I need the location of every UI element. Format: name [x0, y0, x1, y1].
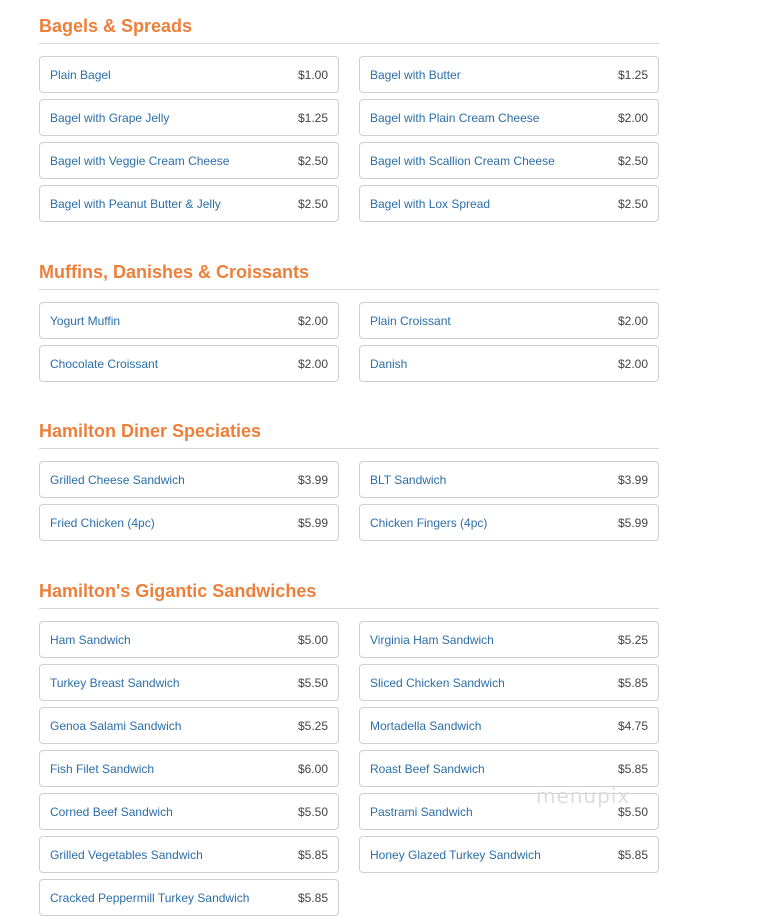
item-name: Chicken Fingers (4pc)	[370, 515, 488, 530]
menu-item[interactable]	[39, 142, 339, 179]
item-price: $5.99	[297, 515, 328, 530]
menu-item[interactable]	[359, 302, 659, 339]
menu-item[interactable]	[39, 99, 339, 136]
menu-item[interactable]	[39, 836, 339, 873]
menu-item[interactable]	[359, 621, 659, 658]
item-price: $5.50	[617, 804, 648, 819]
item-price: $5.85	[297, 847, 328, 862]
section-bagels-spreads	[39, 0, 659, 222]
item-name: Corned Beef Sandwich	[50, 804, 173, 819]
item-grid	[39, 290, 659, 382]
item-name: Bagel with Peanut Butter & Jelly	[50, 196, 221, 211]
menu-item[interactable]	[39, 302, 339, 339]
menu-item[interactable]	[39, 345, 339, 382]
menu-item[interactable]	[359, 142, 659, 179]
item-name: Honey Glazed Turkey Sandwich	[370, 847, 541, 862]
item-name: Mortadella Sandwich	[370, 718, 482, 733]
item-price: $2.50	[617, 196, 648, 211]
item-name: Bagel with Veggie Cream Cheese	[50, 153, 230, 168]
item-grid	[39, 609, 659, 916]
item-name: Sliced Chicken Sandwich	[370, 675, 505, 690]
menu-item[interactable]	[359, 504, 659, 541]
item-name: Fried Chicken (4pc)	[50, 515, 155, 530]
item-name: Grilled Vegetables Sandwich	[50, 847, 203, 862]
section-muffins-danishes-croissants	[39, 246, 659, 382]
menu-item[interactable]	[359, 185, 659, 222]
item-price: $2.00	[617, 313, 648, 328]
item-price: $2.50	[297, 196, 328, 211]
item-name: Fish Filet Sandwich	[50, 761, 155, 776]
item-name: Bagel with Plain Cream Cheese	[370, 110, 540, 125]
item-price: $5.85	[617, 761, 648, 776]
section-gigantic-sandwiches	[39, 565, 659, 916]
item-name: Genoa Salami Sandwich	[50, 718, 182, 733]
section-title: Muffins, Danishes & Croissants	[39, 246, 659, 290]
menu-item[interactable]	[359, 750, 659, 787]
item-name: Chocolate Croissant	[50, 356, 159, 371]
menu-item[interactable]	[39, 504, 339, 541]
item-price: $3.99	[297, 472, 328, 487]
item-price: $5.85	[617, 847, 648, 862]
item-price: $5.50	[297, 804, 328, 819]
item-price: $3.99	[617, 472, 648, 487]
item-name: Roast Beef Sandwich	[370, 761, 485, 776]
menu-item[interactable]	[39, 879, 339, 916]
item-price: $5.00	[297, 632, 328, 647]
section-diner-specialties	[39, 405, 659, 541]
item-price: $2.50	[297, 153, 328, 168]
menu-item[interactable]	[359, 99, 659, 136]
item-name: Yogurt Muffin	[50, 313, 121, 328]
item-name: BLT Sandwich	[370, 472, 447, 487]
item-name: Plain Croissant	[370, 313, 451, 328]
item-price: $5.99	[617, 515, 648, 530]
section-title: Bagels & Spreads	[39, 0, 659, 44]
item-price: $1.25	[617, 67, 648, 82]
item-name: Ham Sandwich	[50, 632, 131, 647]
menu-item[interactable]	[359, 664, 659, 701]
menu	[39, 0, 659, 916]
menu-item[interactable]	[39, 56, 339, 93]
item-price: $2.00	[617, 356, 648, 371]
menu-item[interactable]	[39, 750, 339, 787]
item-name: Bagel with Grape Jelly	[50, 110, 170, 125]
item-price: $4.75	[617, 718, 648, 733]
item-price: $5.50	[297, 675, 328, 690]
menu-item[interactable]	[359, 56, 659, 93]
item-name: Turkey Breast Sandwich	[50, 675, 180, 690]
menu-item[interactable]	[359, 345, 659, 382]
menu-item[interactable]	[359, 461, 659, 498]
menu-item[interactable]	[359, 707, 659, 744]
menu-item[interactable]	[39, 621, 339, 658]
menu-item[interactable]	[39, 664, 339, 701]
section-spacer	[39, 222, 659, 246]
section-title: Hamilton's Gigantic Sandwiches	[39, 565, 659, 609]
item-price: $5.25	[617, 632, 648, 647]
item-price: $2.00	[297, 313, 328, 328]
item-price: $5.25	[297, 718, 328, 733]
item-name: Bagel with Lox Spread	[370, 196, 491, 211]
item-name: Plain Bagel	[50, 67, 111, 82]
menu-item[interactable]	[359, 836, 659, 873]
section-spacer	[39, 382, 659, 405]
menu-item[interactable]	[39, 461, 339, 498]
item-name: Cracked Peppermill Turkey Sandwich	[50, 890, 250, 905]
item-price: $6.00	[297, 761, 328, 776]
watermark-logo: menupix	[536, 784, 631, 808]
item-price: $2.50	[617, 153, 648, 168]
menu-item[interactable]	[39, 707, 339, 744]
item-price: $1.00	[297, 67, 328, 82]
item-grid	[39, 44, 659, 222]
item-price: $2.00	[617, 110, 648, 125]
item-grid	[39, 449, 659, 541]
item-price: $5.85	[297, 890, 328, 905]
menu-item[interactable]	[39, 185, 339, 222]
item-name: Grilled Cheese Sandwich	[50, 472, 185, 487]
item-name: Bagel with Scallion Cream Cheese	[370, 153, 555, 168]
item-price: $1.25	[297, 110, 328, 125]
item-name: Pastrami Sandwich	[370, 804, 473, 819]
item-price: $5.85	[617, 675, 648, 690]
item-name: Bagel with Butter	[370, 67, 461, 82]
item-name: Danish	[370, 356, 408, 371]
section-spacer	[39, 541, 659, 565]
section-title: Hamilton Diner Speciaties	[39, 405, 659, 449]
item-name: Virginia Ham Sandwich	[370, 632, 494, 647]
menu-item[interactable]	[39, 793, 339, 830]
item-price: $2.00	[297, 356, 328, 371]
